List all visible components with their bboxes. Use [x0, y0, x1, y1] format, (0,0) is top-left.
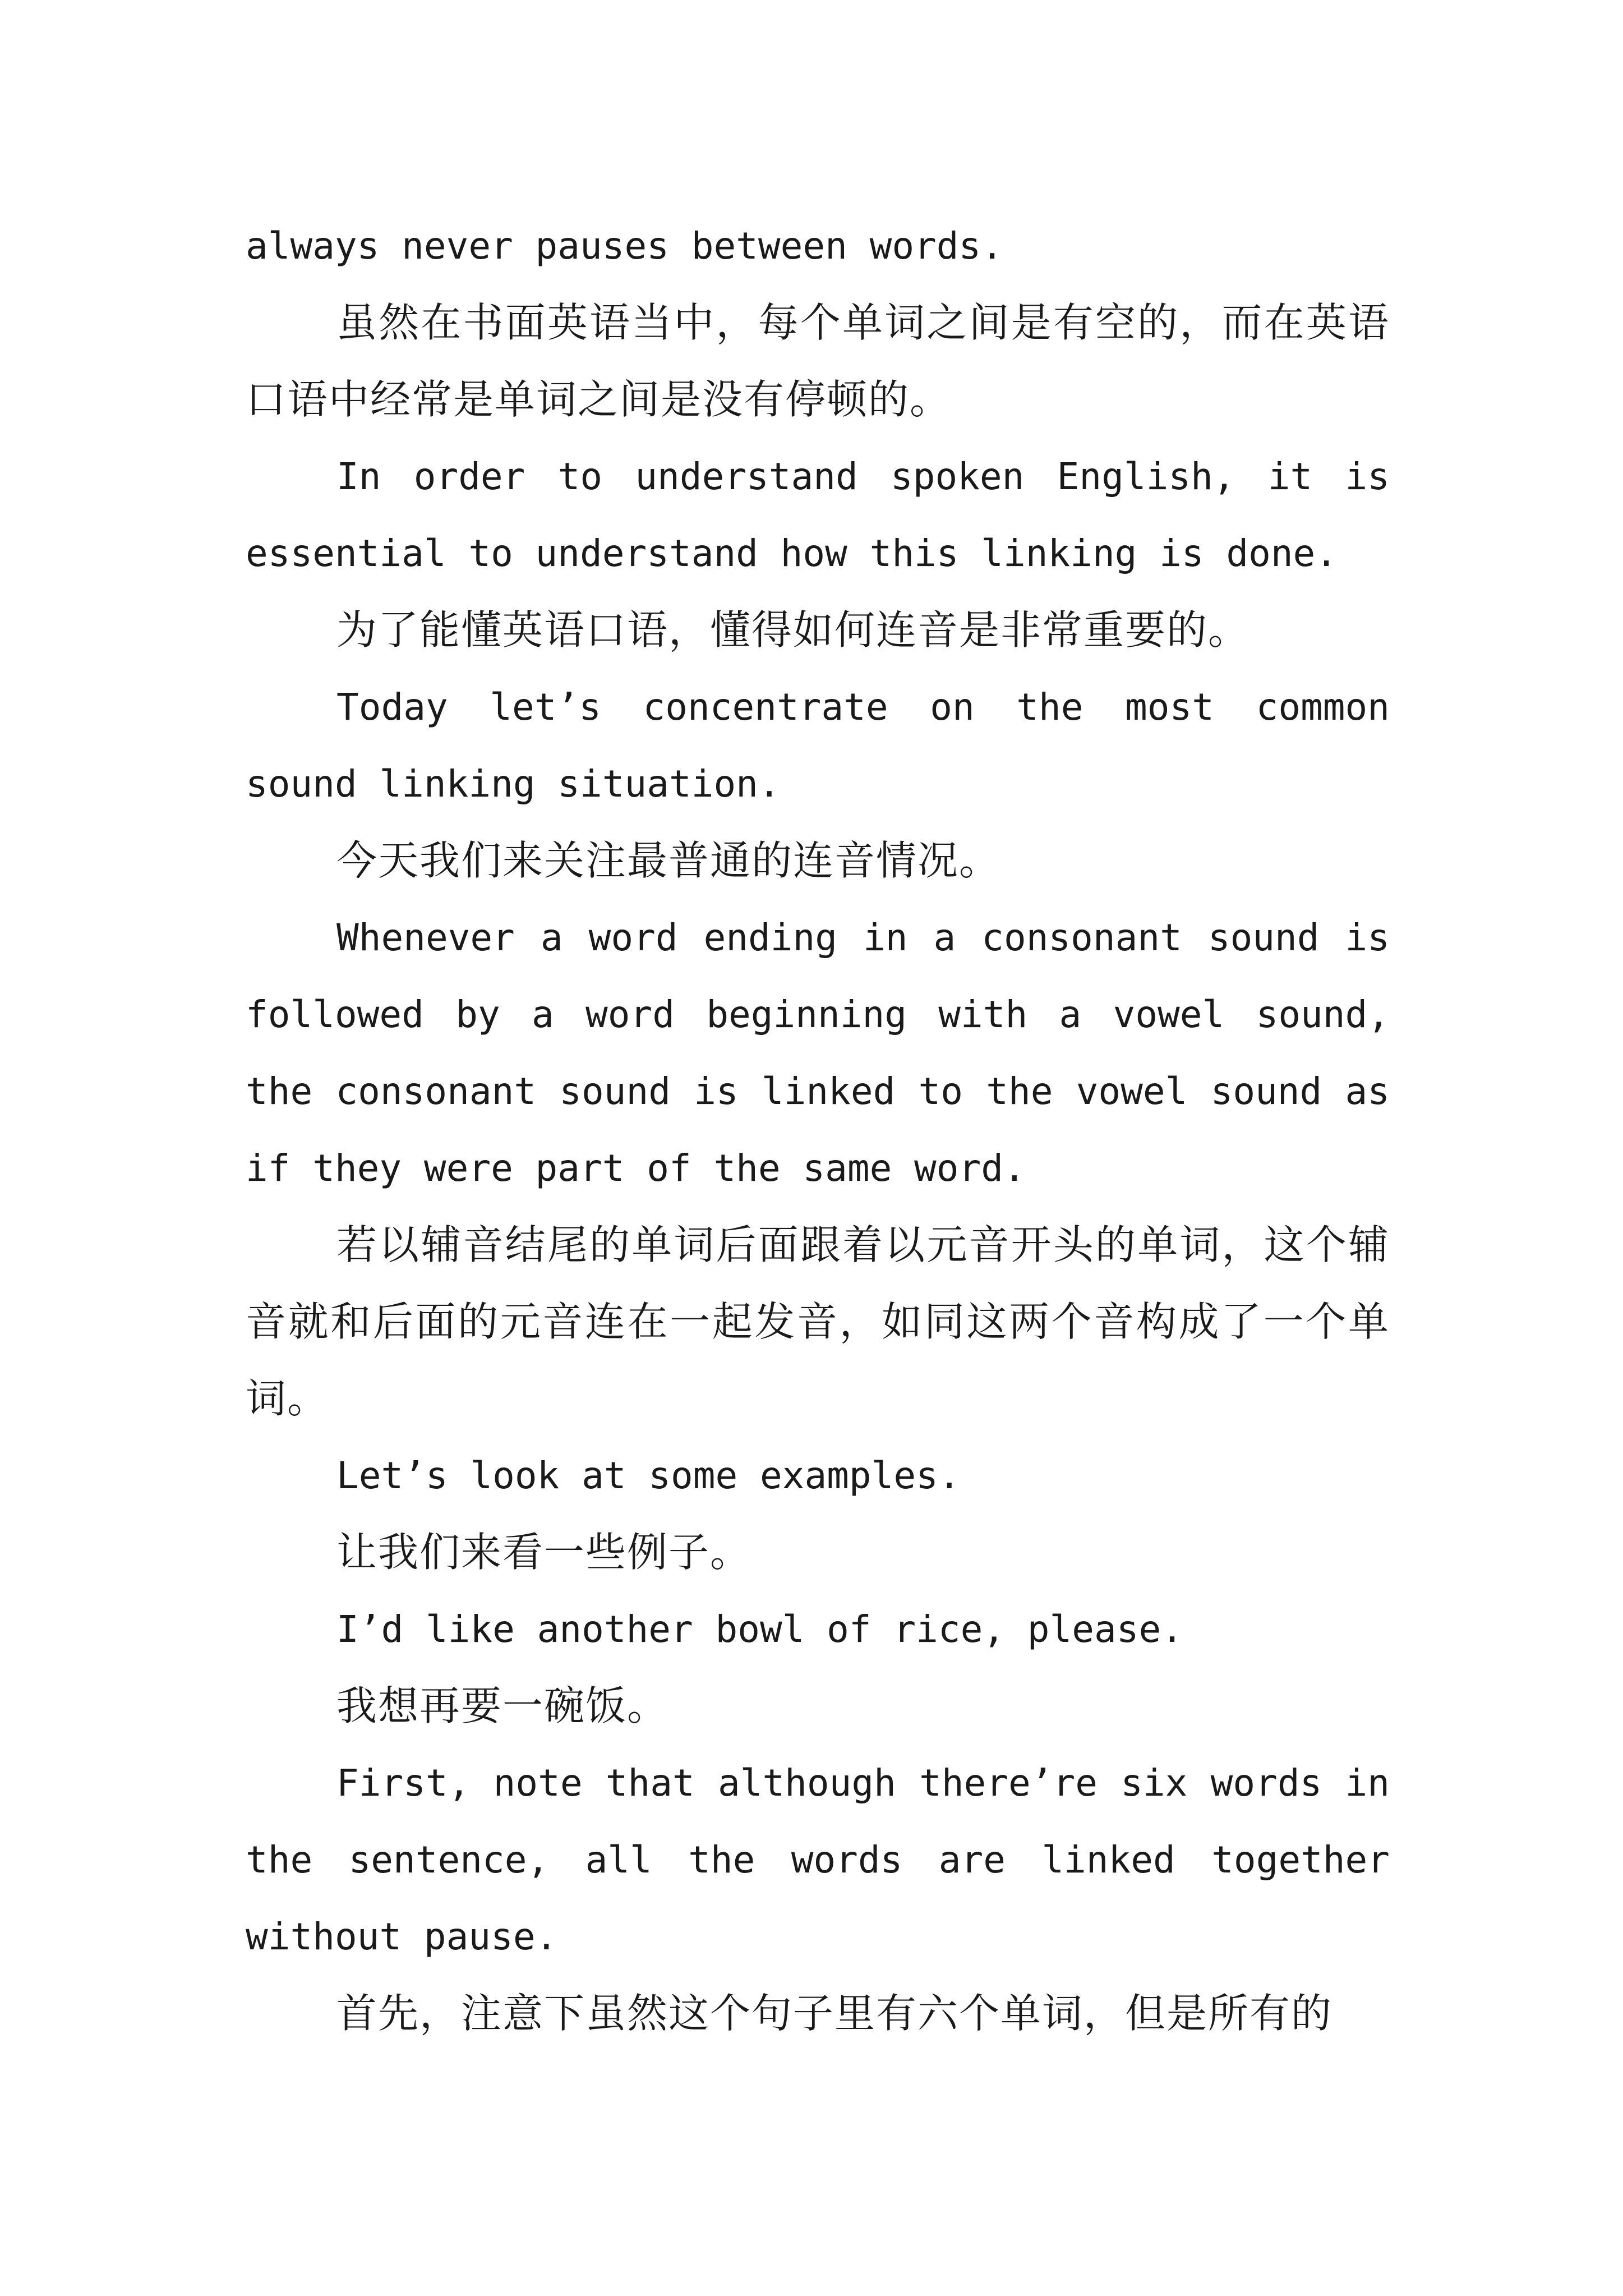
paragraph-zh-6: 我想再要一碗饭。 [336, 1682, 669, 1729]
paragraph-zh-1: 虽然在书面英语当中，每个单词之间是有空的，而在英语口语中经常是单词之间是没有停顿的。 [246, 299, 1390, 423]
paragraph-zh-4: 若以辅音结尾的单词后面跟着以元音开头的单词，这个辅音就和后面的元音连在一起发音，如同这两个音构成了一个单词。 [246, 1221, 1390, 1422]
paragraph-en-7: First, note that although there’re six words in the sentence, all the words are linked together without pause. [246, 1761, 1390, 1958]
paragraph-en-2: In order to understand spoken English, it is essential to understand how this linking is done. [246, 455, 1390, 575]
paragraph-en-1: always never pauses between words. [246, 224, 1004, 268]
paragraph-zh-5: 让我们来看一些例子。 [336, 1529, 752, 1576]
document-body [246, 208, 1390, 2052]
paragraph-en-4: Whenever a word ending in a consonant sound is followed by a word beginning with a vowel sound, the consonant sound is linked to the vowel sound as if they were part of the same word. [246, 916, 1390, 1190]
paragraph-en-5: Let’s look at some examples. [336, 1454, 961, 1497]
paragraph-en-6: I’d like another bowl of rice, please. [336, 1608, 1183, 1651]
paragraph-zh-2: 为了能懂英语口语，懂得如何连音是非常重要的。 [336, 606, 1250, 654]
paragraph-zh-7: 首先，注意下虽然这个句子里有六个单词，但是所有的 [336, 1990, 1333, 2037]
paragraph-en-3: Today let’s concentrate on the most common sound linking situation. [246, 685, 1390, 806]
paragraph-zh-3: 今天我们来关注最普通的连音情况。 [336, 837, 1001, 884]
